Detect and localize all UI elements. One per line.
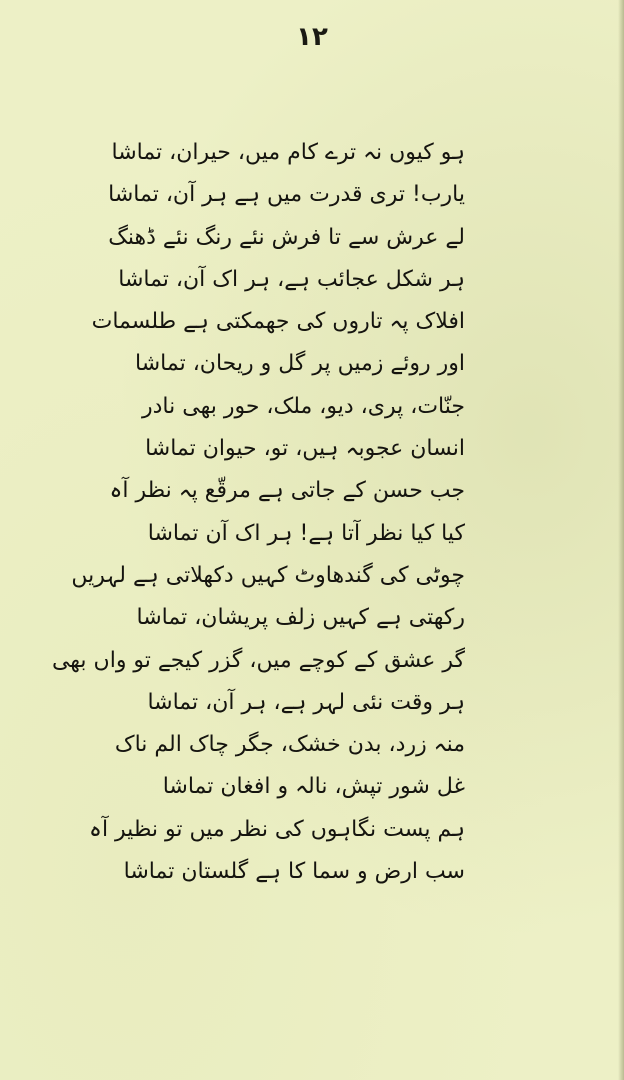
verse-line: ہر شکل عجائب ہے، ہر اک آن، تماشا bbox=[118, 266, 465, 292]
verse-line: انسان عجوبہ ہیں، تو، حیوان تماشا bbox=[145, 436, 465, 462]
verse-line: سب ارض و سما کا ہے گلستان تماشا bbox=[123, 859, 465, 885]
verse-line: ہو کیوں نہ ترے کام میں، حیران، تماشا bbox=[111, 140, 465, 165]
verse-line: جب حسن کے جاتی ہے مرقّع پہ نظر آہ bbox=[109, 478, 465, 504]
verse-line: کیا کیا نظر آتا ہے! ہر اک آن تماشا bbox=[147, 520, 465, 546]
verse-line: اور روئے زمیں پر گل و ریحان، تماشا bbox=[135, 351, 465, 377]
verse-line: منہ زرد، بدن خشک، جگر چاک الم ناک bbox=[114, 732, 465, 758]
verse-line: لے عرش سے تا فرش نئے رنگ نئے ڈھنگ bbox=[108, 224, 465, 250]
verse-line: یارب! تری قدرت میں ہے ہر آن، تماشا bbox=[108, 182, 465, 208]
page-number: ۱۲ bbox=[296, 22, 328, 52]
verse-line: ہر وقت نئی لہر ہے، ہر آن، تماشا bbox=[147, 689, 465, 715]
verse-line: چوٹی کی گندھاوٹ کہیں دکھلاتی ہے لہریں bbox=[71, 562, 465, 588]
verse-line: جنّات، پری، دیو، ملک، حور بھی نادر bbox=[142, 393, 465, 419]
poem-body bbox=[51, 132, 465, 893]
verse-line: غل شور تپش، نالہ و افغان تماشا bbox=[162, 774, 465, 800]
verse-line: افلاک پہ تاروں کی جھمکتی ہے طلسمات bbox=[91, 309, 465, 335]
verse-line: رکھتی ہے کہیں زلف پریشان، تماشا bbox=[136, 605, 465, 631]
verse-line: ہم پست نگاہوں کی نظر میں تو نظیر آہ bbox=[89, 816, 465, 842]
page-edge-shadow bbox=[618, 0, 624, 1080]
verse-line: گر عشق کے کوچے میں، گزر کیجے تو واں بھی bbox=[51, 647, 465, 673]
